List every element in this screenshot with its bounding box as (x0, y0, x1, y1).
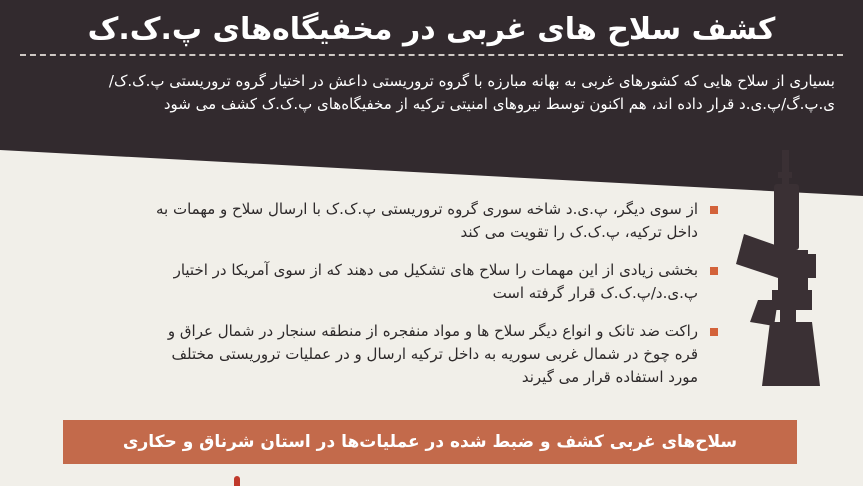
square-bullet-icon (710, 206, 718, 214)
intro-paragraph: بسیاری از سلاح هایی که کشورهای غربی به بهانه مبارزه با گروه تروریستی داعش در اختیار گروه تروریستی پ.ک.ک/ی.پ.گ/پ.ی.د قرار داده اند، هم اکنون توسط نیروهای امنیتی ترکیه از مخفیگاه‌های پ.ک.ک کشف می شود (108, 72, 835, 113)
list-item (150, 259, 720, 305)
bullet-text: راکت ضد تانک و انواع دیگر سلاح ها و مواد منفجره از منطقه سنجار در شمال عراق و قره چوخ در شمال غربی سوریه به داخل ترکیه ارسال و در عملیات تروریستی مختلف مورد استفاده قرار می گیرند (167, 322, 698, 386)
section-banner-title: سلاح‌های غربی کشف و ضبط شده در عملیات‌ها در استان شرناق و حکاری (122, 432, 738, 452)
decorative-mark (234, 476, 240, 486)
rifle-icon (722, 150, 854, 386)
list-item (150, 320, 720, 389)
list-item (150, 198, 720, 244)
section-banner (63, 420, 797, 464)
bullet-list (150, 198, 720, 404)
page-title: کشف سلاح های غربی در مخفیگاه‌های پ.ک.ک (87, 12, 776, 47)
square-bullet-icon (710, 267, 718, 275)
square-bullet-icon (710, 328, 718, 336)
title-divider (20, 54, 843, 56)
bullet-text: از سوی دیگر، پ.ی.د شاخه سوری گروه تروریستی پ.ک.ک با ارسال سلاح و مهمات به داخل ترکیه، پ.ک.ک را تقویت می کند (155, 200, 698, 241)
bullet-text: بخشی زیادی از این مهمات را سلاح های تشکیل می دهند که از سوی آمریکا در اختیار پ.ی.د/پ.ک.ک قرار گرفته است (173, 261, 698, 302)
